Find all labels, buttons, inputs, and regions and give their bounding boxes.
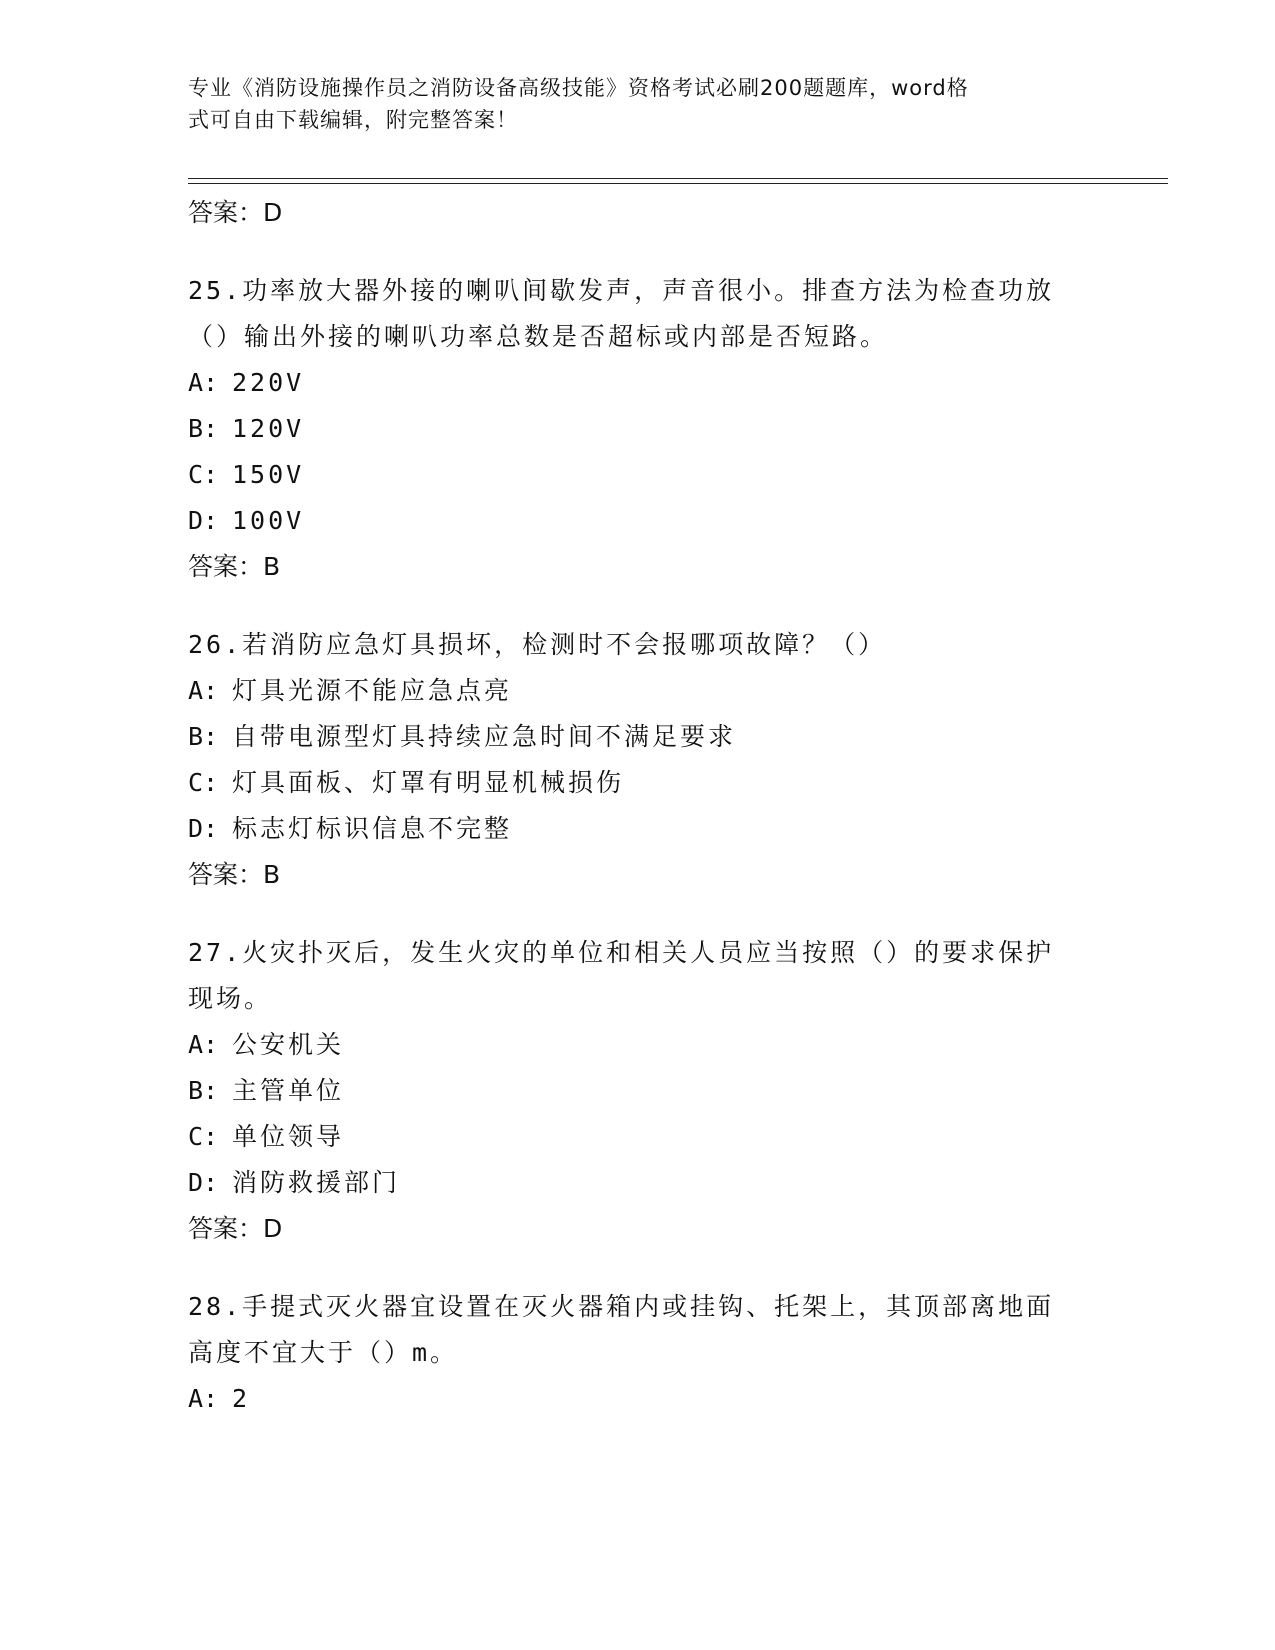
question-stem-line: 27.火灾扑灭后，发生火灾的单位和相关人员应当按照（）的要求保护 <box>188 938 1055 967</box>
question-block <box>188 622 1088 898</box>
option-letter: A: <box>188 1384 219 1413</box>
option-text: 灯具光源不能应急点亮 <box>232 676 513 705</box>
question-block <box>188 930 1088 1252</box>
option-text: 150V <box>232 460 305 489</box>
option-a <box>188 1376 1088 1422</box>
question-stem <box>188 930 1088 1022</box>
question-stem <box>188 268 1088 360</box>
option-b <box>188 406 1088 452</box>
option-text: 灯具面板、灯罩有明显机械损伤 <box>232 768 625 797</box>
option-a <box>188 1022 1088 1068</box>
header-line-1: 专业《消防设施操作员之消防设备高级技能》资格考试必刷200题题库，word格 <box>188 76 969 100</box>
option-d <box>188 806 1088 852</box>
option-text: 220V <box>232 368 305 397</box>
option-letter: A: <box>188 676 219 705</box>
question-list <box>188 190 1088 1422</box>
document-header <box>188 72 1088 136</box>
option-a <box>188 668 1088 714</box>
option-text: 2 <box>232 1384 251 1413</box>
answer-line: 答案：B <box>188 552 281 581</box>
option-text: 120V <box>232 414 305 443</box>
option-b <box>188 1068 1088 1114</box>
question-stem-line: 26.若消防应急灯具损坏，检测时不会报哪项故障？（） <box>188 630 887 659</box>
option-letter: C: <box>188 460 219 489</box>
option-letter: B: <box>188 1076 219 1105</box>
option-letter: A: <box>188 368 219 397</box>
option-b <box>188 714 1088 760</box>
question-block <box>188 268 1088 590</box>
option-letter: B: <box>188 414 219 443</box>
option-letter: D: <box>188 1168 219 1197</box>
option-d <box>188 498 1088 544</box>
option-a <box>188 360 1088 406</box>
option-text: 100V <box>232 506 305 535</box>
option-c <box>188 760 1088 806</box>
question-stem <box>188 622 1088 668</box>
option-letter: C: <box>188 1122 219 1151</box>
question-stem-line: 25.功率放大器外接的喇叭间歇发声，声音很小。排查方法为检查功放 <box>188 276 1055 305</box>
option-d <box>188 1160 1088 1206</box>
option-letter: D: <box>188 814 219 843</box>
option-letter: C: <box>188 768 219 797</box>
option-text: 单位领导 <box>232 1122 345 1151</box>
option-text: 标志灯标识信息不完整 <box>232 814 513 843</box>
option-c <box>188 1114 1088 1160</box>
header-divider-top <box>188 178 1168 179</box>
question-stem-line: 现场。 <box>188 984 273 1013</box>
option-text: 消防救援部门 <box>232 1168 401 1197</box>
option-letter: B: <box>188 722 219 751</box>
header-line-2: 式可自由下载编辑，附完整答案！ <box>188 108 518 132</box>
question-stem-line: 28.手提式灭火器宜设置在灭火器箱内或挂钩、托架上，其顶部离地面 <box>188 1292 1055 1321</box>
question-stem <box>188 1284 1088 1376</box>
answer-line: 答案：D <box>188 198 283 227</box>
option-c <box>188 452 1088 498</box>
question-stem-line: 高度不宜大于（）m。 <box>188 1338 459 1367</box>
option-letter: A: <box>188 1030 219 1059</box>
question-stem-line: （）输出外接的喇叭功率总数是否超标或内部是否短路。 <box>188 322 889 351</box>
answer-line: 答案：B <box>188 860 281 889</box>
option-letter: D: <box>188 506 219 535</box>
option-text: 自带电源型灯具持续应急时间不满足要求 <box>232 722 737 751</box>
header-divider-bottom <box>188 183 1168 184</box>
answer-line: 答案：D <box>188 1214 283 1243</box>
question-block <box>188 1284 1088 1422</box>
option-text: 公安机关 <box>232 1030 345 1059</box>
option-text: 主管单位 <box>232 1076 345 1105</box>
